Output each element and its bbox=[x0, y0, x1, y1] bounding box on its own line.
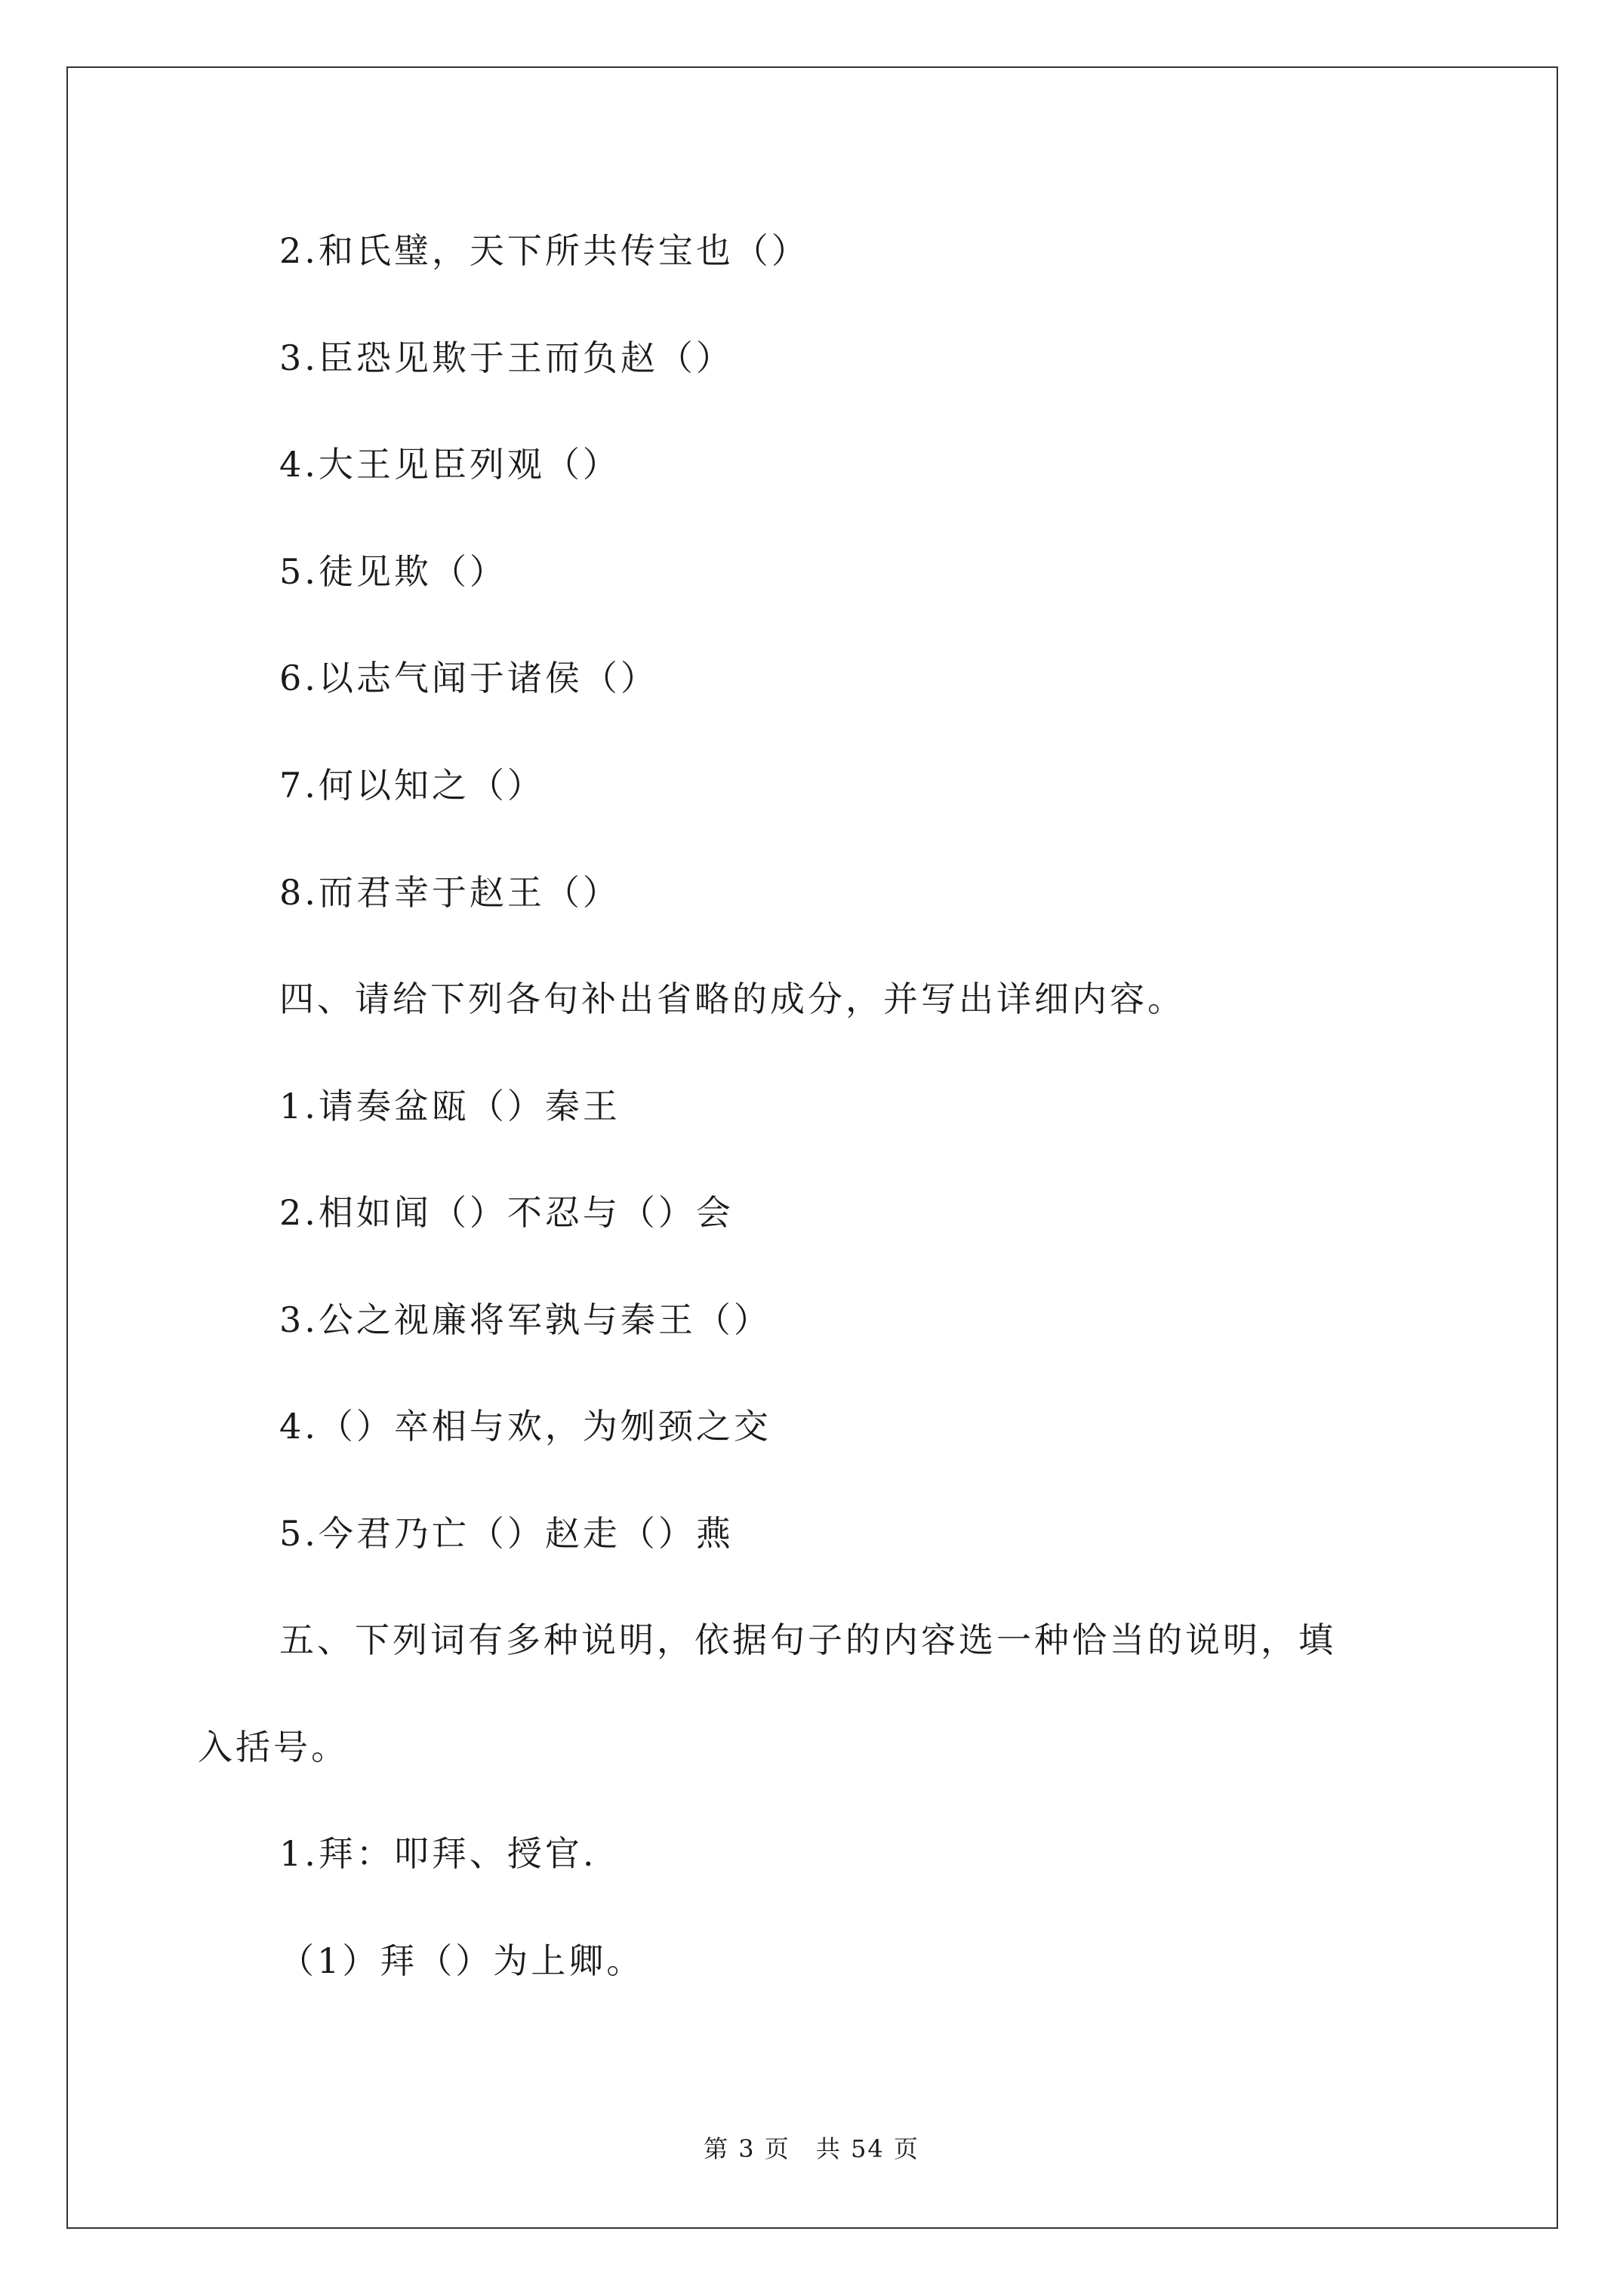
section-4-item-5: 5.今君乃亡（）赵走（）燕 bbox=[279, 1513, 734, 1554]
section-heading-5-continued: 入括号。 bbox=[198, 1727, 349, 1767]
question-item-8: 8.而君幸于赵王（） bbox=[279, 872, 621, 913]
question-item-6: 6.以志气闻于诸侯（） bbox=[279, 658, 658, 698]
page-total: 共 54 页 bbox=[815, 2134, 919, 2163]
section-4-item-1: 1.请奏盆瓯（）秦王 bbox=[279, 1086, 621, 1126]
question-item-3: 3.臣恐见欺于王而负赵（） bbox=[279, 337, 734, 378]
question-item-4: 4.大王见臣列观（） bbox=[279, 444, 621, 485]
section-5-item-1: 1.拜：叩拜、授官. bbox=[279, 1833, 597, 1874]
page-number: 第 3 页 bbox=[704, 2134, 790, 2163]
page-border bbox=[66, 66, 1558, 2229]
page-footer bbox=[0, 2134, 1623, 2164]
section-4-item-3: 3.公之视廉将军孰与秦王（） bbox=[279, 1299, 771, 1340]
section-heading-5: 五、下列词有多种说明，依据句子的内容选一种恰当的说明，填 bbox=[279, 1620, 1336, 1660]
section-4-item-2: 2.相如闻（）不忍与（）会 bbox=[279, 1192, 734, 1233]
section-5-subitem-1: （1）拜（）为上卿。 bbox=[279, 1940, 645, 1981]
question-item-5: 5.徒见欺（） bbox=[279, 551, 507, 592]
question-item-2: 2.和氏璧，天下所共传宝也（） bbox=[279, 230, 809, 271]
question-item-7: 7.何以知之（） bbox=[279, 765, 545, 806]
section-heading-4: 四、请给下列各句补出省略的成分，并写出详细内容。 bbox=[279, 978, 1185, 1019]
section-4-item-4: 4.（）卒相与欢，为刎颈之交 bbox=[279, 1406, 771, 1447]
